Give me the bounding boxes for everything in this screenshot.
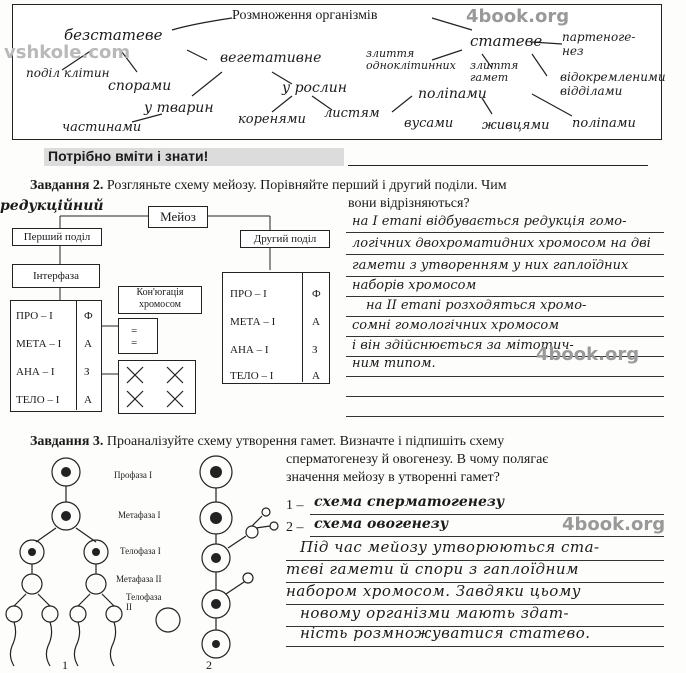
answer-line: [346, 396, 664, 397]
task3-text2: сперматогенезу й овогенезу. В чому полягає: [286, 452, 549, 467]
gametogenesis-diagram: [0, 450, 285, 672]
item2-prefix: 2 –: [286, 520, 304, 535]
task3-answer-4: новому організми мають здат-: [300, 604, 570, 622]
in-plants-label: у рослин: [282, 80, 347, 96]
item1-prefix: 1 –: [286, 498, 304, 513]
meiosis-box: [148, 206, 208, 228]
phase-f1: Ф: [84, 310, 93, 322]
task2-answer-7: і він здійснюється за мітотич-: [352, 338, 574, 353]
answer-line: [346, 276, 664, 277]
task2-answer-1: на І етапі відбувається редукція гомо-: [352, 214, 627, 229]
second-division-box: [240, 230, 330, 248]
task3-text3: значення мейозу в утворенні гамет?: [286, 470, 500, 485]
task3-answer-3: набором хромосом. Завдяки цьому: [286, 582, 581, 600]
section-heading-text: Потрібно вміти і знати!: [48, 148, 209, 164]
phase-metaphase2: Метафаза ІІ: [116, 574, 162, 584]
vegetative-label: вегетативне: [220, 50, 322, 66]
task3-answer-5: ність розмножуватися статево.: [300, 624, 591, 642]
phase-metaphase1: Метафаза І: [118, 510, 161, 520]
task3-text: Проаналізуйте схему утворення гамет. Визначте і підпишіть схему: [106, 434, 505, 449]
task2-answer-5: на ІІ етапі розходяться хромо-: [366, 298, 587, 313]
phase-prophase1: Профаза І: [114, 470, 153, 480]
watermark: 4book.org: [562, 514, 666, 535]
spores-label: спорами: [108, 78, 172, 94]
phase-telophase2: Телофаза ІІ: [126, 592, 162, 612]
task2-text: Розгляньте схему мейозу. Порівняйте перший і другий поділи. Чим: [106, 178, 507, 193]
parthenogenesis-label: партеноге-нез: [562, 30, 636, 58]
watermark: vshkole.com: [4, 42, 131, 63]
task2-text2: вони відрізняються?: [348, 196, 470, 211]
task3-answer-1: Під час мейозу утворюються ста-: [300, 538, 600, 556]
item1-answer: схема сперматогенезу: [314, 494, 505, 510]
task3-answer-2: тєві гамети й спори з гаплоїдним: [286, 560, 579, 578]
interphase-label: Інтерфаза: [33, 270, 79, 282]
metaphase-chromosomes-box: = =: [118, 318, 158, 354]
task3-line1: [30, 432, 504, 451]
gamete-fusion-label: злиття гамет: [470, 59, 519, 84]
leaves-label: листям: [324, 106, 380, 121]
conjugation-label: злиття одноклітинних: [366, 47, 456, 72]
task2-answer-8: ним типом.: [352, 356, 436, 371]
pro2-label: ПРО – І: [230, 288, 267, 300]
rootstock-label: коренями: [238, 112, 306, 127]
phase-a2b: А: [312, 370, 320, 382]
answer-line: [286, 646, 664, 647]
anaphase-chromosomes-box: [118, 360, 196, 414]
answer-line: [310, 536, 664, 537]
interphase-box: [12, 264, 100, 288]
by-parts2-label: поліпами: [572, 116, 636, 131]
answer-line: [346, 254, 664, 255]
handwritten-reductional: редукційний: [0, 198, 104, 214]
task2-answer-6: сомні гомологічних хромосом: [352, 318, 560, 333]
by-parts-label: частинами: [62, 120, 142, 135]
mustaches-label: вусами: [404, 116, 454, 131]
conjugation-box: [118, 286, 202, 314]
answer-line: [346, 316, 664, 317]
task2-answer-2: логічних двохроматидних хромосом на дві: [352, 236, 651, 251]
meta2-label: МЕТА – І: [230, 316, 276, 328]
conjugation-label: Кон'югація хромосом: [136, 287, 184, 310]
heading-rule: [348, 165, 648, 166]
watermark: 4book.org: [466, 6, 570, 27]
task2-label: Завдання 2.: [30, 178, 104, 193]
answer-line: [346, 336, 664, 337]
item2-answer: схема овогенезу: [314, 516, 449, 532]
answer-line: [346, 416, 664, 417]
phase-f2: Ф: [312, 288, 321, 300]
telo2-label: ТЕЛО – І: [230, 370, 274, 382]
table1-divider: [76, 300, 77, 410]
scheme-title: Розмноження організмів: [232, 8, 378, 23]
phase-telophase1: Телофаза І: [120, 546, 161, 556]
phase-a1b: А: [84, 394, 92, 406]
pro1-label: ПРО – I: [16, 310, 53, 322]
first-division-label: Перший поділ: [23, 231, 91, 243]
phase-a1: А: [84, 338, 92, 350]
diagram-number-1: 1: [62, 658, 68, 672]
phase-a2: А: [312, 316, 320, 328]
task3-label: Завдання 3.: [30, 434, 104, 449]
budding-label: поліпами: [418, 86, 487, 102]
cuttings-label: живцями: [482, 118, 550, 133]
phase-z1: З: [84, 366, 90, 378]
task2-answer-3: гамети з утворенням у них гаплоїдних: [352, 258, 629, 273]
diagram-number-2: 2: [206, 658, 212, 672]
meta1-label: МЕТА – І: [16, 338, 62, 350]
meiosis-title: Мейоз: [160, 209, 196, 224]
in-animals-label: у тварин: [144, 100, 214, 116]
task2-line1: [30, 176, 507, 195]
first-division-box: [12, 228, 102, 246]
task2-answer-4: наборів хромосом: [352, 278, 477, 293]
cell-division-label: поділ клітин: [26, 66, 110, 80]
ana1-label: АНА – І: [16, 366, 55, 378]
table2-divider: [302, 272, 303, 382]
sexual-label: статеве: [470, 32, 543, 50]
phase-z2: З: [312, 344, 318, 356]
second-division-label: Другий поділ: [253, 233, 317, 245]
answer-line: [346, 376, 664, 377]
telo1-label: ТЕЛО – І: [16, 394, 60, 406]
ana2-label: АНА – І: [230, 344, 269, 356]
answer-line: [346, 296, 664, 297]
answer-line: [346, 232, 664, 233]
watermark: 4book.org: [536, 344, 640, 365]
asexual-label: безстатеве: [64, 26, 163, 44]
regeneration-label: відокремленими відділами: [560, 70, 666, 98]
